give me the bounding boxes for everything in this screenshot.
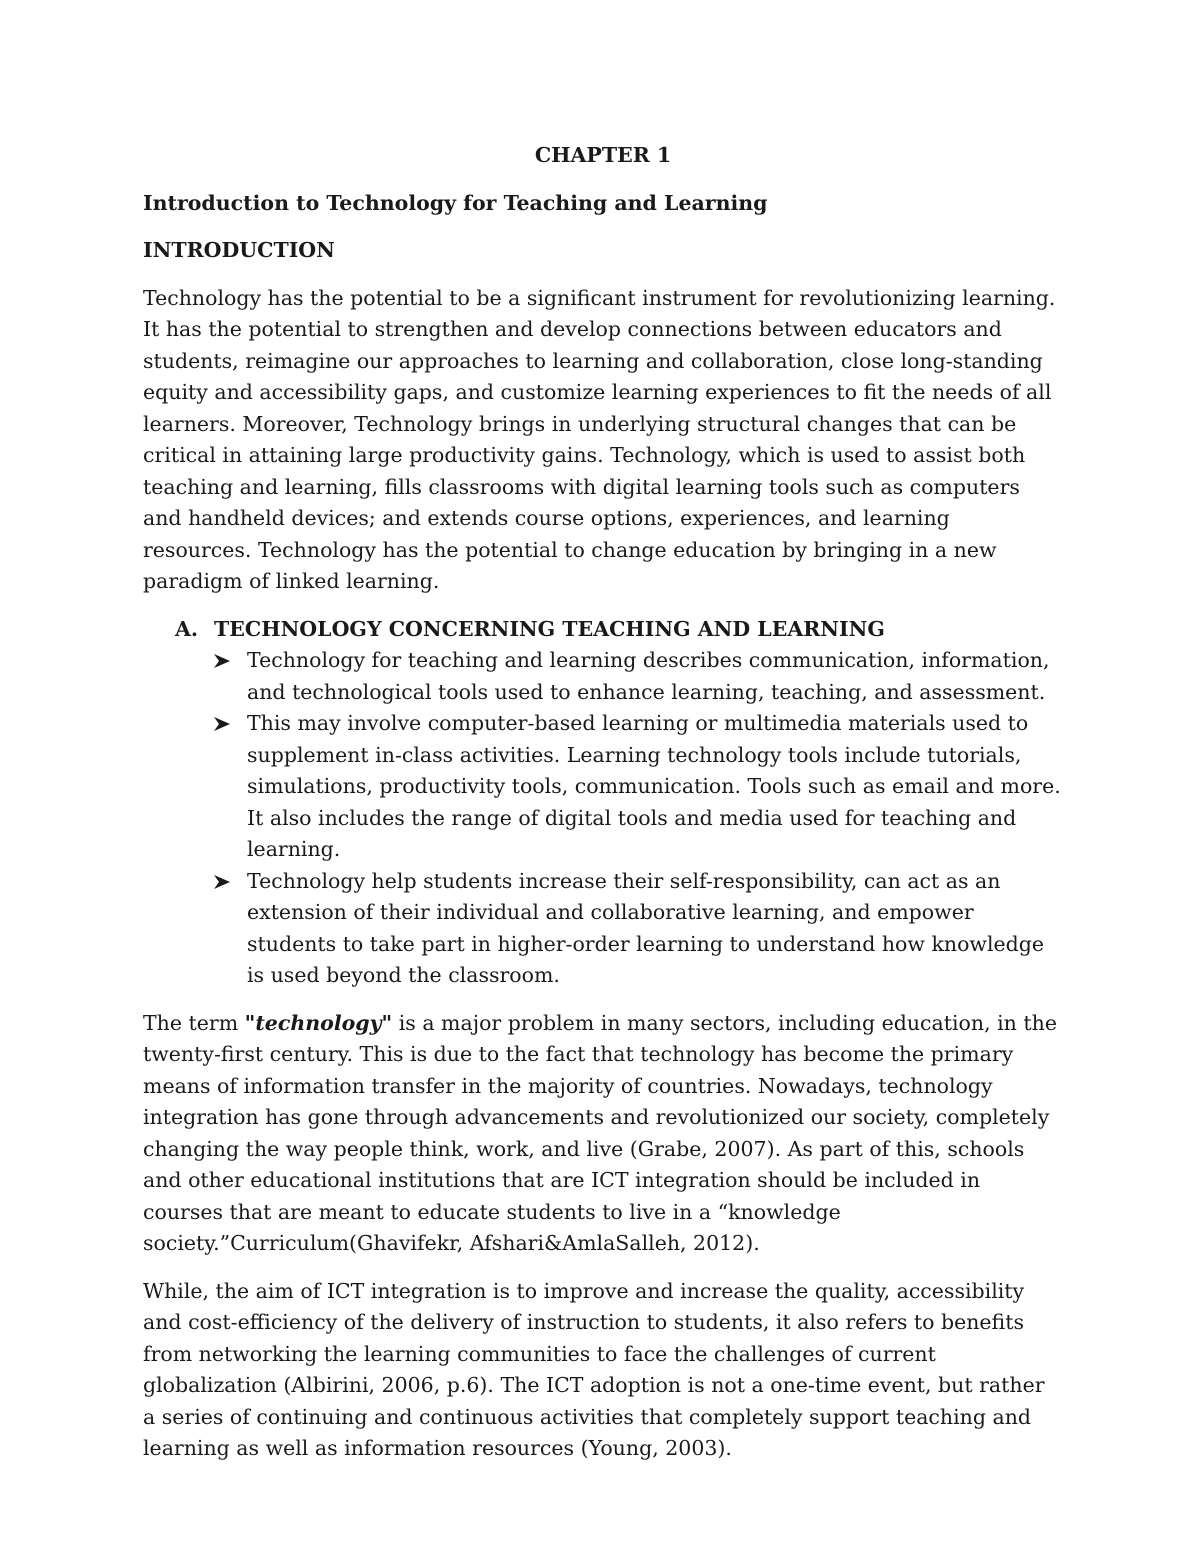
section-a-heading xyxy=(143,614,1063,646)
document-page xyxy=(143,140,1063,1481)
arrowhead-bullet-icon xyxy=(213,653,231,669)
bullet-text: Technology for teaching and learning describes communication, information, and technological tools used to enhance learning, teaching, and assessment. xyxy=(247,648,1050,704)
paragraph-technology-term xyxy=(143,1008,1063,1260)
intro-paragraph: Technology has the potential to be a significant instrument for revolutionizing learning. It has the potential to strengthen and develop connections between educators and students, reimagine our approaches to learning and collaboration, close long-standing equity and accessibility gaps, and customize learning experiences to fit the needs of all learners. Moreover, Technology brings in underlying structural changes that can be critical in attaining large productivity gains. Technology, which is used to assist both teaching and learning, fills classrooms with digital learning tools such as computers and handheld devices; and extends course options, experiences, and learning resources. Technology has the potential to change education by bringing in a new paradigm of linked learning. xyxy=(143,285,1056,593)
list-item xyxy=(143,866,1063,992)
chapter-title: CHAPTER 1 xyxy=(534,143,672,167)
section-heading: INTRODUCTION xyxy=(143,238,335,262)
list-item xyxy=(143,645,1063,708)
bullet-text: Technology help students increase their self-responsibility, can act as an extension of their individual and collaborative learning, and empower students to take part in higher-order learning to understand how knowledge is used beyond the classroom. xyxy=(247,868,1045,987)
bullet-text: This may involve computer-based learning or multimedia materials used to supplement in-class activities. Learning technology tools include tutorials, simulations, productivity tools, communication. Tools such as email and more. It also includes the range of digital tools and media used for teaching and learning. xyxy=(247,711,1061,861)
arrowhead-bullet-icon xyxy=(213,874,231,890)
paragraph-ict-integration: While, the aim of ICT integration is to improve and increase the quality, accessibility and cost-efficiency of the delivery of instruction to students, it also refers to benefits from networking the learning communities to face the challenges of current globalization (Albirini, 2006, p.6). The ICT adoption is not a one-time event, but rather a series of continuing and continuous activities that completely support teaching and learning as well as information resources (Young, 2003). xyxy=(143,1278,1045,1460)
list-item xyxy=(143,708,1063,866)
arrowhead-bullet-icon xyxy=(213,716,231,732)
paragraph-2-body: is a major problem in many sectors, including education, in the twenty-first century. This is due to the fact that technology has become the primary means of information transfer in the majority of countries. Nowadays, technology integration has gone through advancements and revolutionized our society, completely changing the way people think, work, and live (Grabe, 2007). As part of this, schools and other educational institutions that are ICT integration should be included in courses that are meant to educate students to live in a “knowledge society.”Curriculum(Ghavifekr, Afshari&AmlaSalleh, 2012). xyxy=(143,1010,1057,1255)
section-a-title: TECHNOLOGY CONCERNING TEACHING AND LEARNING xyxy=(214,616,885,641)
technology-term: "technology" xyxy=(244,1010,393,1035)
document-subtitle: Introduction to Technology for Teaching and Learning xyxy=(143,190,768,215)
section-a-bullet-list xyxy=(143,645,1063,992)
section-a-marker: A. xyxy=(175,616,199,641)
paragraph-2-lead: The term xyxy=(143,1010,245,1035)
